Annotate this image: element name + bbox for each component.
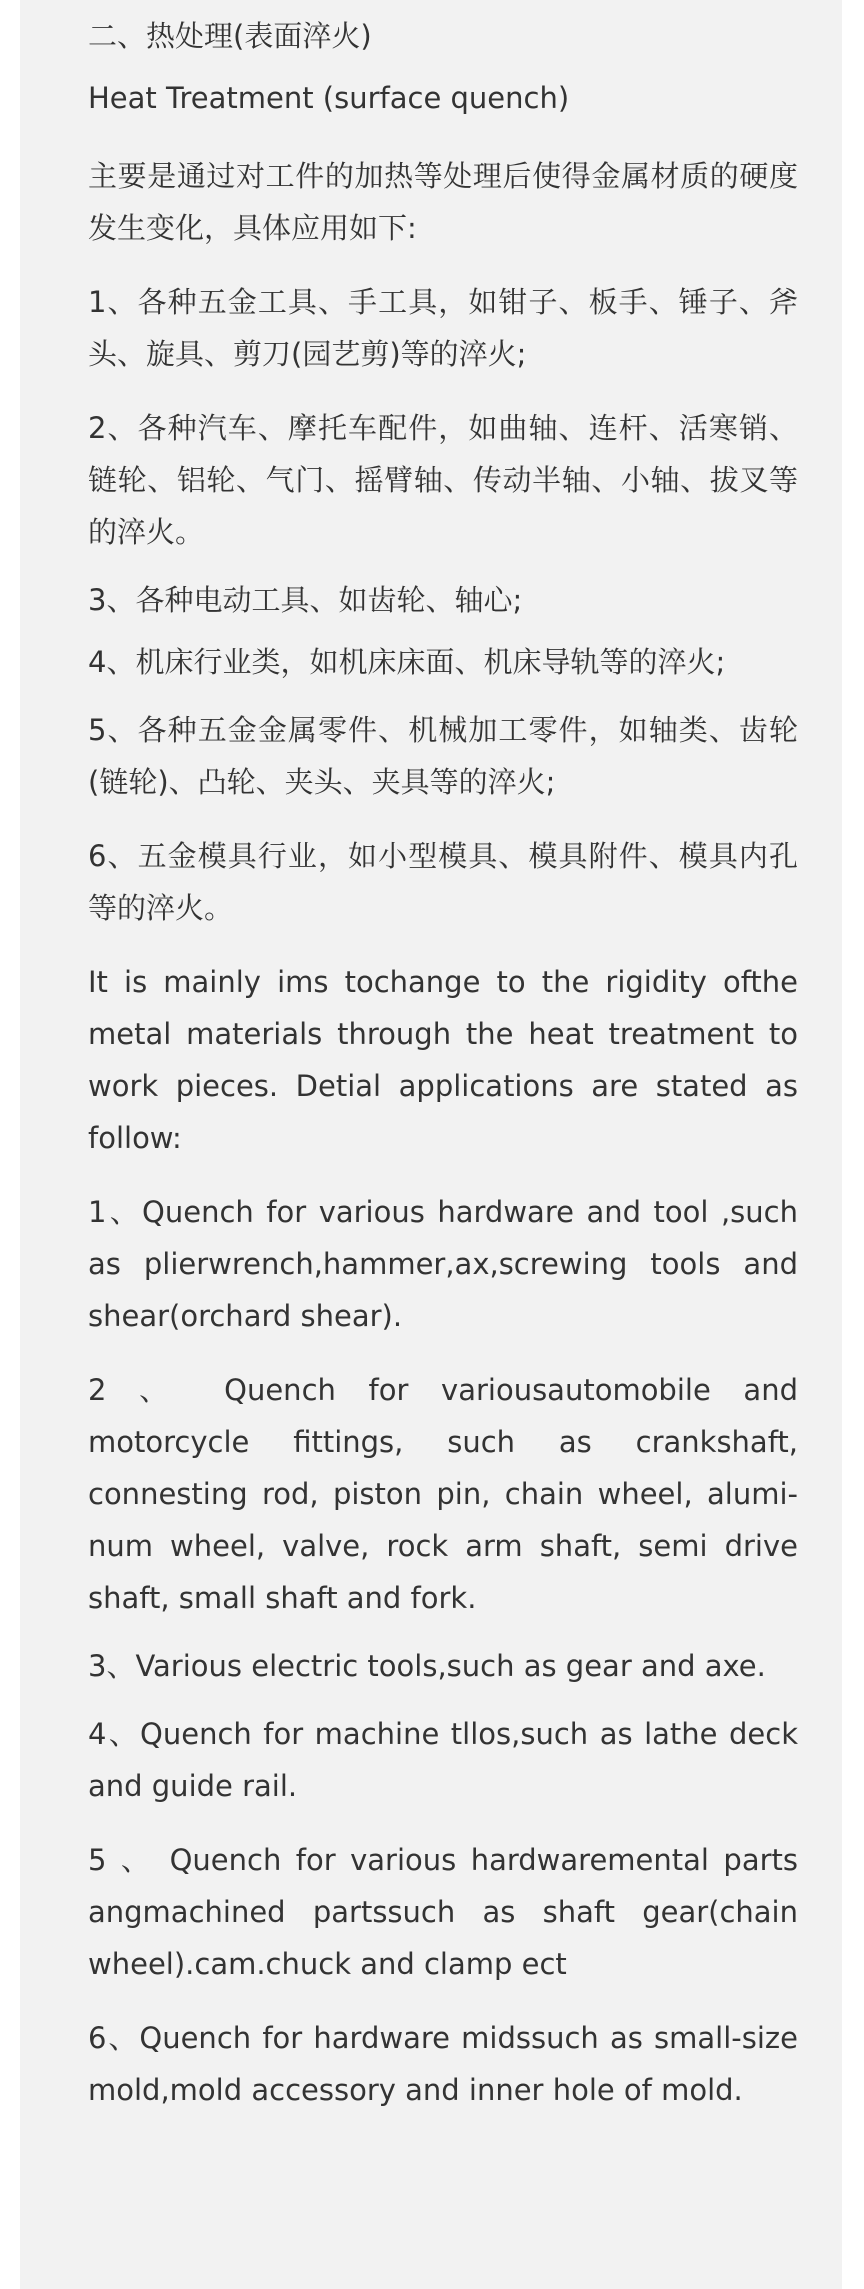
list-item-en-3: 3、Various electric tools,such as gear and axe. xyxy=(88,1649,766,1683)
list-item-en-2: 2 、 Quench for variousautomobile and motorcycle fittings, such as crankshaft, connesting rod, piston pin, chain wheel, alumi-num wheel, valve, rock arm shaft, semi drive shaft, small shaft and fork. xyxy=(88,1373,798,1615)
content-panel xyxy=(20,0,842,2289)
heading-en: Heat Treatment (surface quench) xyxy=(88,81,570,115)
list-item-cn-6: 6、五金模具行业，如小型模具、模具附件、模具内孔等的淬火。 xyxy=(88,839,798,925)
intro-en: It is mainly ims tochange to the rigidity ofthe metal materials through the heat treatment to work pieces. Detial applications are stated as follow: xyxy=(88,965,798,1155)
list-item-cn-4: 4、机床行业类，如机床床面、机床导轨等的淬火; xyxy=(88,645,726,679)
heading-cn: 二、热处理(表面淬火) xyxy=(88,19,372,53)
intro-cn: 主要是通过对工件的加热等处理后使得金属材质的硬度发生变化，具体应用如下: xyxy=(88,159,798,245)
list-item-cn-3: 3、各种电动工具、如齿轮、轴心; xyxy=(88,583,523,617)
list-item-en-1: 1、Quench for various hardware and tool ,such as plierwrench,hammer,ax,screwing tools and shear(orchard shear). xyxy=(88,1195,798,1333)
list-item-en-5: 5 、 Quench for various hardwaremental parts angmachined partssuch as shaft gear(chain wheel).cam.chuck and clamp ect xyxy=(88,1843,798,1981)
article-body xyxy=(88,16,798,2138)
list-item-cn-1: 1、各种五金工具、手工具，如钳子、板手、锤子、斧头、旋具、剪刀(园艺剪)等的淬火; xyxy=(88,285,798,371)
list-item-cn-2: 2、各种汽车、摩托车配件，如曲轴、连杆、活寒销、链轮、铝轮、气门、摇臂轴、传动半轴、小轴、拔叉等的淬火。 xyxy=(88,411,798,549)
list-item-en-4: 4、Quench for machine tllos,such as lathe deck and guide rail. xyxy=(88,1717,798,1803)
list-item-cn-5: 5、各种五金金属零件、机械加工零件，如轴类、齿轮(链轮)、凸轮、夹头、夹具等的淬火; xyxy=(88,713,798,799)
list-item-en-6: 6、Quench for hardware midssuch as small-size mold,mold accessory and inner hole of mold. xyxy=(88,2021,798,2107)
